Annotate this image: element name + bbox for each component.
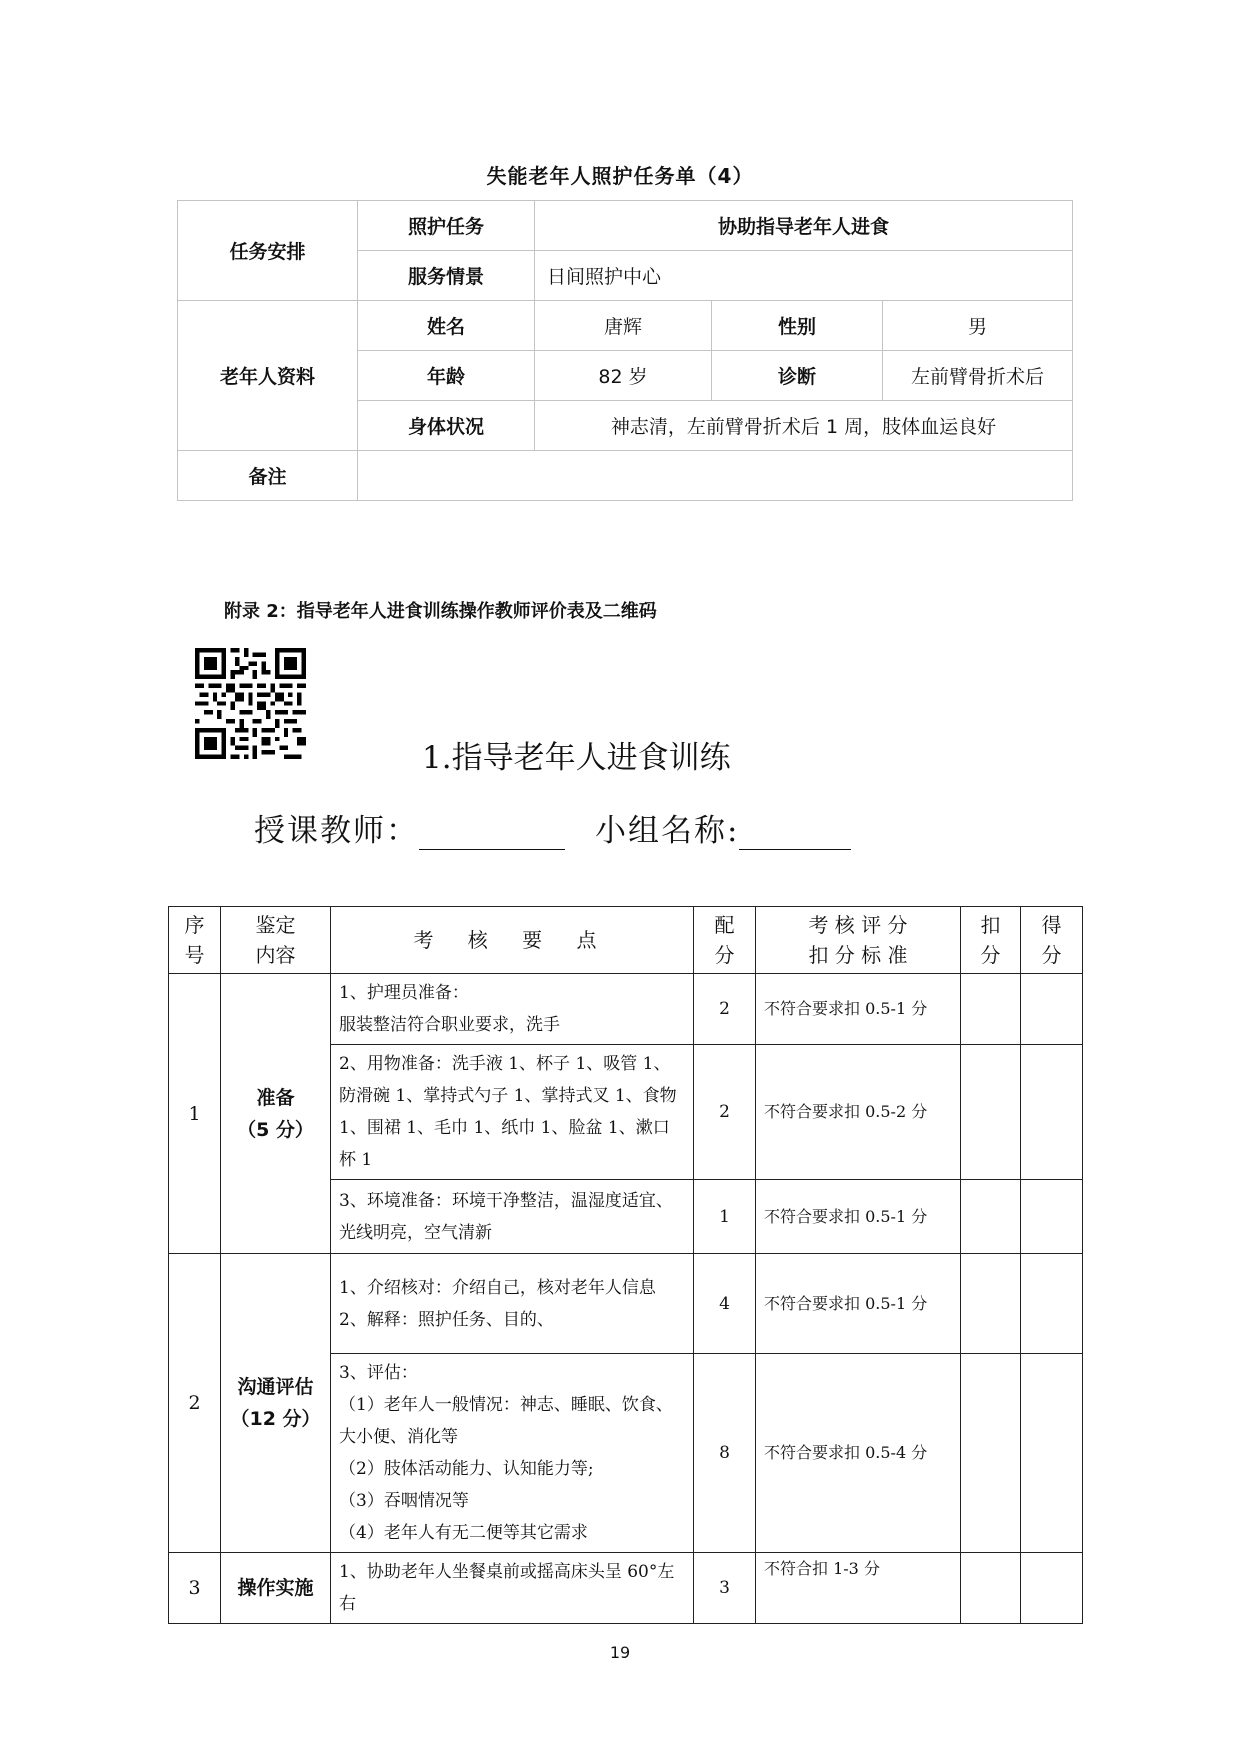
section-2-item-1-deduct[interactable] <box>961 1254 1021 1354</box>
section-1-item-2-got[interactable] <box>1021 1045 1083 1180</box>
group-label: 小组名称: <box>595 813 740 849</box>
section-1-item-2-deduct[interactable] <box>961 1045 1021 1180</box>
appendix-title: 附录 2：指导老年人进食训练操作教师评价表及二维码 <box>224 601 657 622</box>
section-title: 1.指导老年人进食训练 <box>422 740 731 776</box>
section-1-item-1: 1、护理员准备： 服装整洁符合职业要求，洗手 <box>331 974 694 1045</box>
section-2-item-1-criteria: 不符合要求扣 0.5-1 分 <box>756 1254 961 1354</box>
service-scene-label: 服务情景 <box>358 251 535 301</box>
section-1-item-3-score: 1 <box>694 1180 756 1254</box>
name-label: 姓名 <box>358 301 535 351</box>
section-3-item-1-deduct[interactable] <box>961 1553 1021 1624</box>
section-1-item-1-criteria: 不符合要求扣 0.5-1 分 <box>756 974 961 1045</box>
diagnosis-label: 诊断 <box>712 351 883 401</box>
group-blank[interactable] <box>739 819 851 850</box>
gender-label: 性别 <box>712 301 883 351</box>
section-1-item-2-score: 2 <box>694 1045 756 1180</box>
section-1-item-3-deduct[interactable] <box>961 1180 1021 1254</box>
section-2-item-2-got[interactable] <box>1021 1354 1083 1553</box>
section-2-item-2-criteria: 不符合要求扣 0.5-4 分 <box>756 1354 961 1553</box>
name-value: 唐辉 <box>535 301 712 351</box>
section-1-item-3-criteria: 不符合要求扣 0.5-1 分 <box>756 1180 961 1254</box>
section-1-name: 准备 （5 分） <box>221 974 331 1254</box>
section-2-item-2: 3、评估： （1）老年人一般情况：神志、睡眠、饮食、大小便、消化等 （2）肢体活动能力、认知能力等; （3）吞咽情况等 （4）老年人有无二便等其它需求 <box>331 1354 694 1553</box>
diagnosis-value: 左前臂骨折术后 <box>883 351 1073 401</box>
care-task-value: 协助指导老年人进食 <box>535 201 1073 251</box>
condition-label: 身体状况 <box>358 401 535 451</box>
section-3-name: 操作实施 <box>221 1553 331 1624</box>
section-2-no: 2 <box>169 1254 221 1553</box>
header-deduct: 扣 分 <box>961 907 1021 974</box>
section-2-item-2-deduct[interactable] <box>961 1354 1021 1553</box>
section-3-item-1: 1、协助老年人坐餐桌前或摇高床头呈 60°左右 <box>331 1553 694 1624</box>
remarks-label: 备注 <box>178 451 358 501</box>
evaluation-table <box>168 906 1083 1624</box>
task-sheet-title: 失能老年人照护任务单（4） <box>486 164 754 188</box>
section-2-item-2-score: 8 <box>694 1354 756 1553</box>
header-criteria: 考 核 评 分 扣 分 标 准 <box>756 907 961 974</box>
section-2-name: 沟通评估 （12 分） <box>221 1254 331 1553</box>
qr-code-icon <box>195 648 306 759</box>
task-arrangement-label: 任务安排 <box>178 201 358 301</box>
page-number: 19 <box>609 1643 631 1662</box>
section-1-item-2: 2、用物准备：洗手液 1、杯子 1、吸管 1、防滑碗 1、掌持式勺子 1、掌持式叉 1、食物 1、围裙 1、毛巾 1、纸巾 1、脸盆 1、漱口杯 1 <box>331 1045 694 1180</box>
section-1-item-1-got[interactable] <box>1021 974 1083 1045</box>
section-3-item-1-score: 3 <box>694 1553 756 1624</box>
header-points: 考 核 要 点 <box>331 907 694 974</box>
condition-value: 神志清，左前臂骨折术后 1 周，肢体血运良好 <box>535 401 1073 451</box>
task-sheet-table <box>177 200 1073 501</box>
section-1-item-3-got[interactable] <box>1021 1180 1083 1254</box>
care-task-label: 照护任务 <box>358 201 535 251</box>
header-content: 鉴定 内容 <box>221 907 331 974</box>
teacher-group-line <box>254 805 851 850</box>
elder-info-label: 老年人资料 <box>178 301 358 451</box>
section-1-item-2-criteria: 不符合要求扣 0.5-2 分 <box>756 1045 961 1180</box>
header-no: 序 号 <box>169 907 221 974</box>
service-scene-value: 日间照护中心 <box>535 251 1073 301</box>
section-1-item-1-deduct[interactable] <box>961 974 1021 1045</box>
section-1-no: 1 <box>169 974 221 1254</box>
section-2-item-1: 1、介绍核对：介绍自己，核对老年人信息 2、解释：照护任务、目的、 <box>331 1254 694 1354</box>
gender-value: 男 <box>883 301 1073 351</box>
section-1-item-1-score: 2 <box>694 974 756 1045</box>
section-2-item-1-score: 4 <box>694 1254 756 1354</box>
age-label: 年龄 <box>358 351 535 401</box>
section-3-item-1-criteria: 不符合扣 1-3 分 <box>756 1553 961 1624</box>
age-value: 82 岁 <box>535 351 712 401</box>
teacher-blank[interactable] <box>419 819 565 850</box>
section-1-item-3: 3、环境准备：环境干净整洁，温湿度适宜、光线明亮，空气清新 <box>331 1180 694 1254</box>
teacher-label: 授课教师： <box>254 813 419 849</box>
section-3-item-1-got[interactable] <box>1021 1553 1083 1624</box>
header-score: 配 分 <box>694 907 756 974</box>
section-2-item-1-got[interactable] <box>1021 1254 1083 1354</box>
remarks-value <box>358 451 1073 501</box>
section-3-no: 3 <box>169 1553 221 1624</box>
header-got: 得 分 <box>1021 907 1083 974</box>
